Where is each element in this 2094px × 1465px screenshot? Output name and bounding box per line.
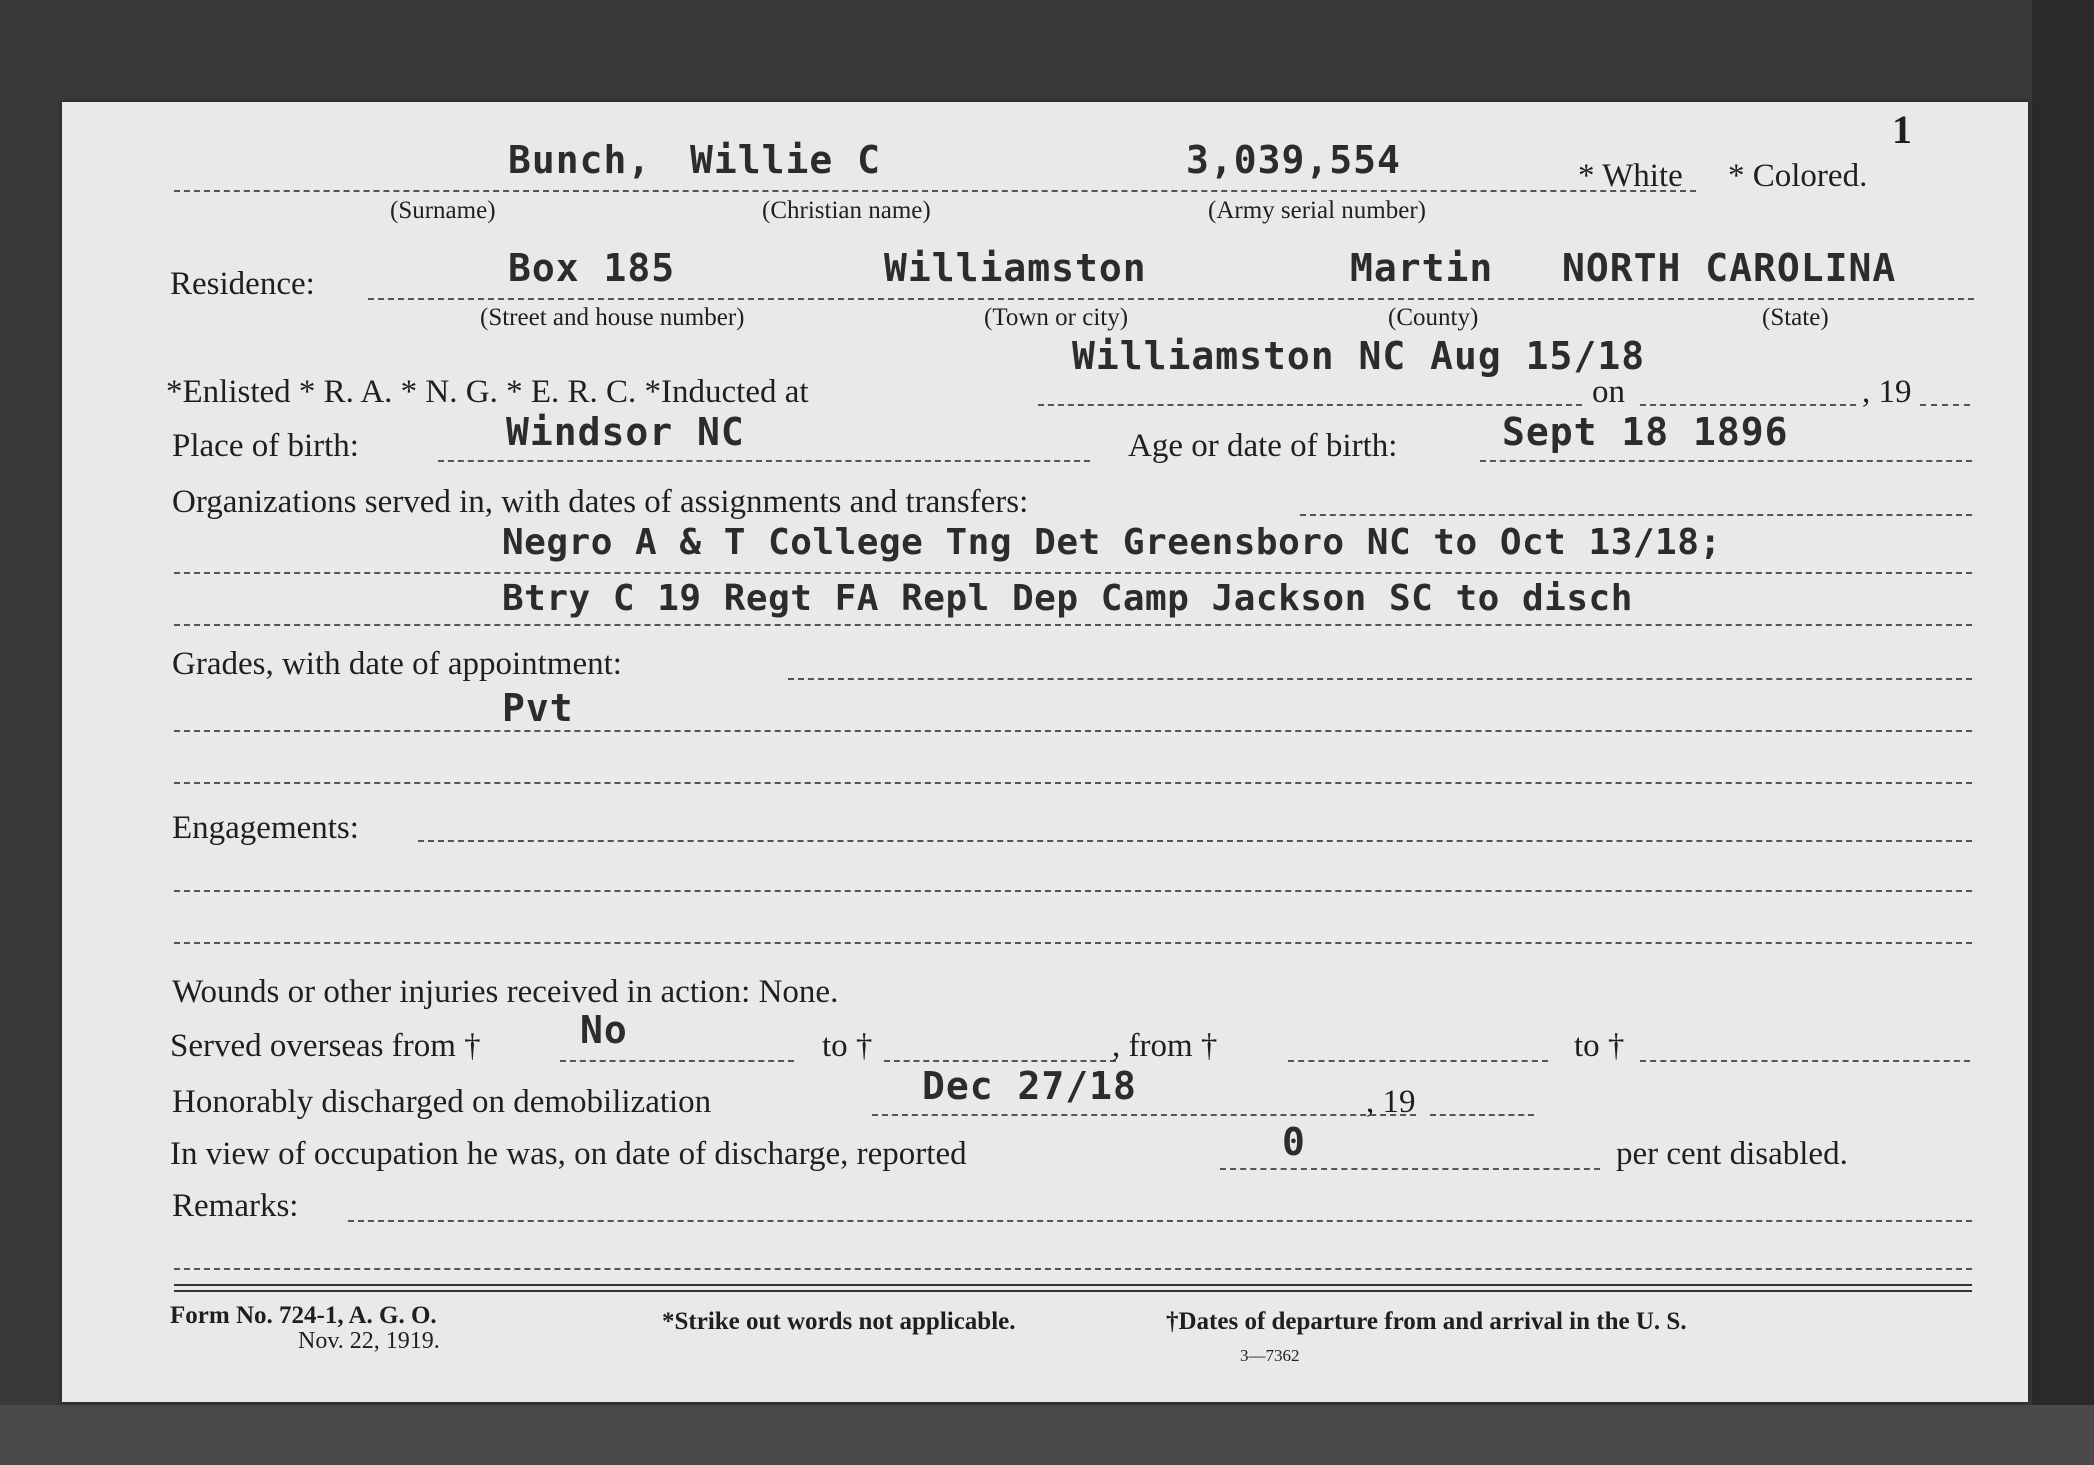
wounds-label: Wounds or other injuries received in action: None. [172, 974, 839, 1010]
discharge-label: Honorably discharged on demobilization [172, 1084, 712, 1120]
scanner-background-right [2032, 0, 2094, 1465]
discharge-year-line [1430, 1114, 1534, 1116]
induction-value: Williamston NC Aug 15/18 [1072, 334, 1646, 378]
christian-name-value: Willie C [690, 138, 882, 182]
organizations-line-1 [174, 572, 1972, 574]
residence-line [368, 298, 1974, 300]
service-record-card [62, 102, 2028, 1402]
serial-number-value: 3,039,554 [1186, 138, 1401, 182]
induction-on-label: on [1592, 374, 1625, 410]
organizations-label: Organizations served in, with dates of assignments and transfers: [172, 484, 1029, 520]
form-date: Nov. 22, 1919. [298, 1328, 440, 1354]
discharge-date-value: Dec 27/18 [922, 1064, 1137, 1108]
residence-street-value: Box 185 [508, 246, 676, 290]
induction-year-line [1920, 404, 1970, 406]
disability-suffix: per cent disabled. [1616, 1136, 1848, 1172]
overseas-to-line [884, 1060, 1116, 1062]
engagements-line-2 [174, 890, 1972, 892]
form-number: Form No. 724-1, A. G. O. [170, 1302, 437, 1329]
footer-rule-1 [174, 1284, 1972, 1286]
age-date-of-birth-label: Age or date of birth: [1128, 428, 1398, 464]
overseas-from-value: No [580, 1008, 628, 1052]
place-of-birth-line [438, 460, 1090, 462]
induction-date-line [1640, 404, 1856, 406]
organizations-line-1-value: Negro A & T College Tng Det Greensboro NC to Oct 13/18; [502, 522, 1722, 563]
caption-state: (State) [1762, 304, 1829, 331]
organizations-line-2 [174, 624, 1972, 626]
induction-place-line [1038, 404, 1582, 406]
induction-label: *Enlisted * R. A. * N. G. * E. R. C. *Inducted at [166, 374, 809, 410]
grades-line-2 [174, 730, 1972, 732]
surname-value: Bunch, [508, 138, 652, 182]
engagements-label-line [418, 840, 1972, 842]
race-colored-option: * Colored. [1728, 158, 1868, 194]
disability-label: In view of occupation he was, on date of discharge, reported [170, 1136, 967, 1172]
caption-town: (Town or city) [984, 304, 1129, 331]
remarks-label: Remarks: [172, 1188, 299, 1224]
print-code: 3—7362 [1240, 1346, 1300, 1365]
disability-value: 0 [1282, 1120, 1306, 1164]
disability-line [1220, 1168, 1600, 1170]
place-of-birth-value: Windsor NC [506, 410, 745, 454]
residence-county-value: Martin [1350, 246, 1494, 290]
caption-surname: (Surname) [390, 197, 496, 224]
organizations-line-2-value: Btry C 19 Regt FA Repl Dep Camp Jackson SC to disch [502, 578, 1633, 619]
card-number: 1 [1892, 107, 1912, 152]
engagements-line-3 [174, 942, 1972, 944]
organizations-label-line [1300, 514, 1972, 516]
overseas-from-2-label: , from † [1112, 1028, 1218, 1064]
induction-year-label: , 19 [1862, 374, 1912, 410]
residence-state-value: NORTH CAROLINA [1562, 246, 1897, 290]
grades-label-line [788, 678, 1972, 680]
overseas-from-label: Served overseas from † [170, 1028, 481, 1064]
place-of-birth-label: Place of birth: [172, 428, 359, 464]
footer-rule-2 [174, 1290, 1972, 1292]
overseas-from-line [560, 1060, 794, 1062]
footnote-dates: †Dates of departure from and arrival in the U. S. [1166, 1308, 1687, 1335]
overseas-to-2-label: to † [1574, 1028, 1625, 1064]
grades-label: Grades, with date of appointment: [172, 646, 622, 682]
grades-line-3 [174, 782, 1972, 784]
engagements-label: Engagements: [172, 810, 359, 846]
caption-serial-number: (Army serial number) [1208, 197, 1426, 224]
residence-label: Residence: [170, 266, 315, 302]
footnote-strike-out: *Strike out words not applicable. [662, 1308, 1016, 1335]
overseas-to-label: to † [822, 1028, 873, 1064]
caption-county: (County) [1388, 304, 1479, 331]
date-of-birth-value: Sept 18 1896 [1502, 410, 1789, 454]
residence-town-value: Williamston [884, 246, 1147, 290]
overseas-from-2-line [1288, 1060, 1548, 1062]
date-of-birth-line [1480, 460, 1972, 462]
discharge-date-line [872, 1114, 1416, 1116]
remarks-line-2 [174, 1268, 1972, 1270]
caption-street: (Street and house number) [480, 304, 745, 331]
discharge-year-label: , 19 [1366, 1084, 1416, 1120]
overseas-to-2-line [1640, 1060, 1970, 1062]
race-white-option: * White [1578, 158, 1683, 194]
grade-value: Pvt [502, 686, 574, 730]
caption-christian-name: (Christian name) [762, 197, 931, 224]
remarks-line-1 [348, 1220, 1972, 1222]
scanner-background-bottom [0, 1405, 2094, 1465]
header-line [174, 190, 1696, 192]
